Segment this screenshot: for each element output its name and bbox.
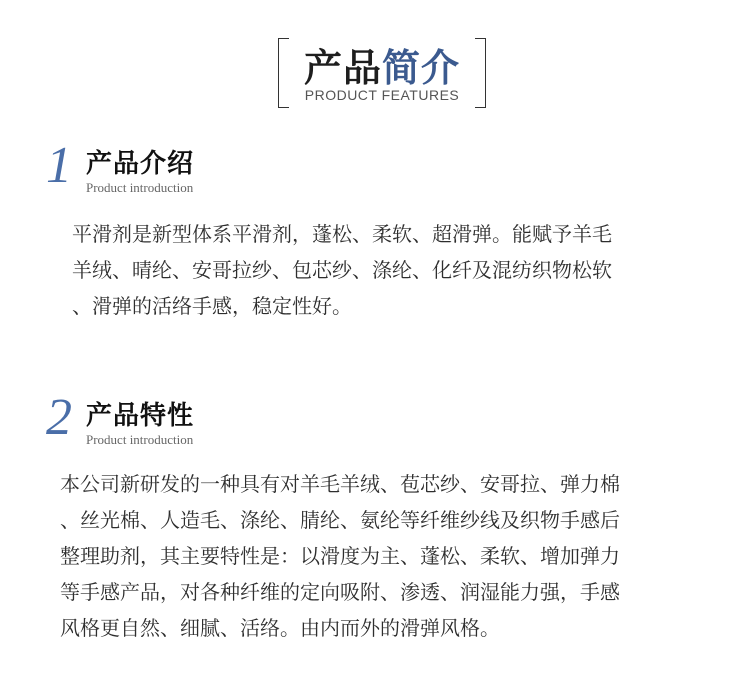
section-2-body	[60, 466, 620, 646]
section-1-subtitle: Product introduction	[86, 180, 194, 195]
section-2-title: 产品特性	[86, 401, 195, 431]
page-subtitle: PRODUCT FEATURES	[304, 87, 460, 103]
section-2-line: 等手感产品，对各种纤维的定向吸附、渗透、润湿能力强，手感	[60, 580, 620, 604]
section-2-line: 、丝光棉、人造毛、涤纶、腈纶、氨纶等纤维纱线及织物手感后	[60, 508, 620, 532]
section-1-body	[72, 216, 612, 324]
section-1-number: 1	[46, 137, 72, 194]
section-2-line: 整理助剂，其主要特性是：以滑度为主、蓬松、柔软、增加弹力	[60, 544, 620, 568]
section-2-heading	[46, 389, 346, 454]
section-1-line: 羊绒、晴纶、安哥拉纱、包芯纱、涤纶、化纤及混纺织物松软	[72, 258, 612, 282]
section-title-block	[278, 38, 486, 108]
section-1-title: 产品介绍	[86, 149, 195, 179]
page-title-accent: 简介	[382, 46, 461, 90]
section-2-subtitle: Product introduction	[86, 432, 194, 447]
section-1-line: 、滑弹的活络手感，稳定性好。	[72, 294, 352, 318]
section-1-line: 平滑剂是新型体系平滑剂，蓬松、柔软、超滑弹。能赋予羊毛	[72, 222, 612, 246]
section-1-heading	[46, 137, 346, 202]
section-2-number: 2	[46, 389, 72, 446]
page-title-dark: 产品	[303, 46, 382, 90]
section-2-line: 本公司新研发的一种具有对羊毛羊绒、苞芯纱、安哥拉、弹力棉	[60, 472, 620, 496]
section-2-line: 风格更自然、细腻、活络。由内而外的滑弹风格。	[60, 616, 500, 640]
page-title	[278, 46, 486, 90]
